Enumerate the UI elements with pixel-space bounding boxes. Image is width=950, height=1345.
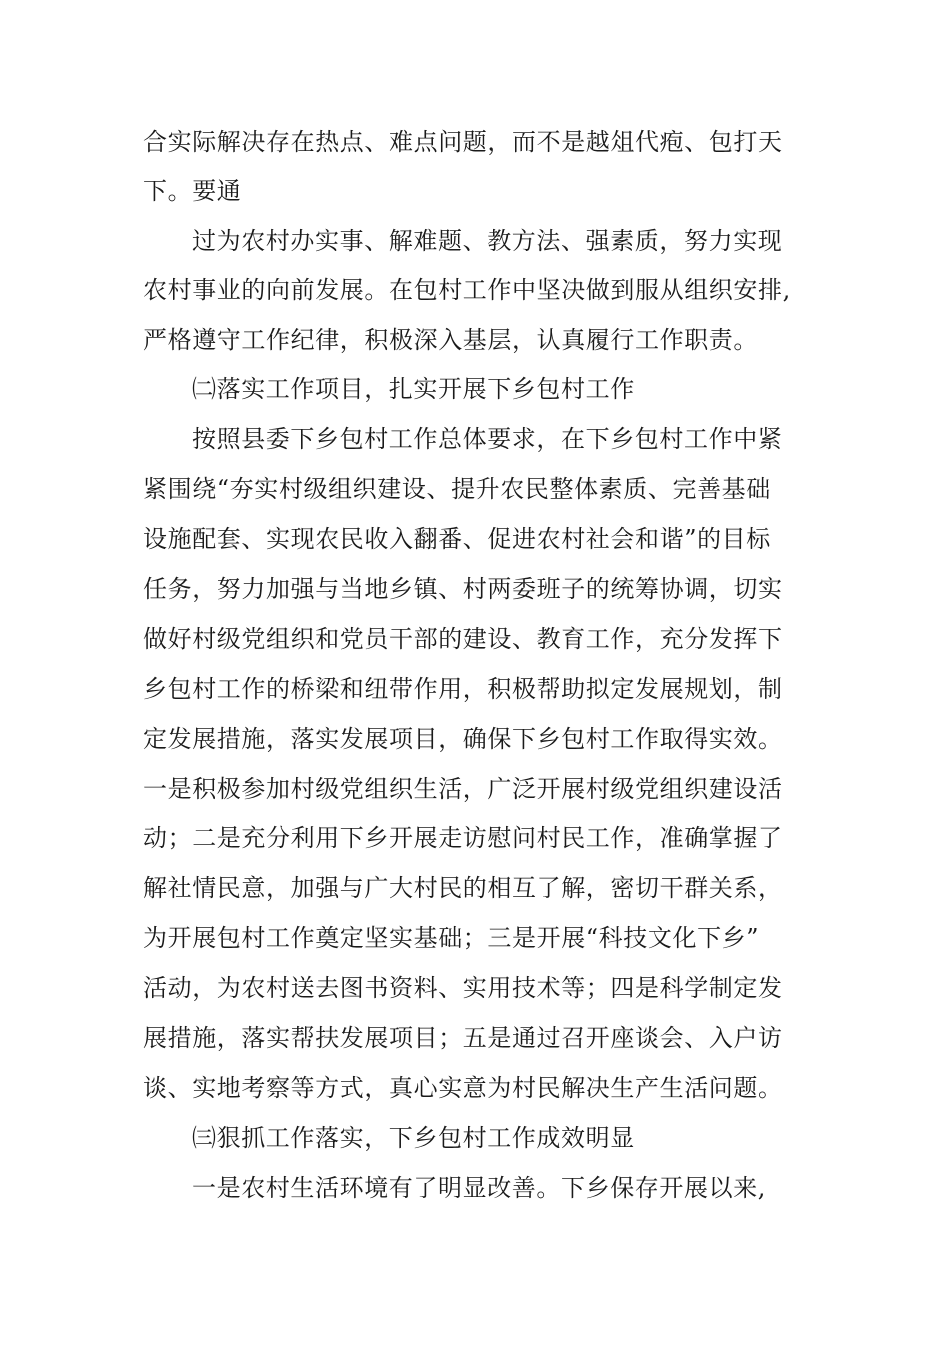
text-line: 紧围绕“夯实村级组织建设、提升农民整体素质、完善基础: [143, 475, 771, 503]
text-line: 合实际解决存在热点、难点问题，而不是越俎代疱、包打天: [143, 128, 783, 156]
text-line: 农村事业的向前发展。在包村工作中坚决做到服从组织安排,: [143, 276, 791, 304]
text-line: 一是积极参加村级党组织生活，广泛开展村级党组织建设活: [143, 775, 783, 803]
section-heading: ㈡落实工作项目，扎实开展下乡包村工作: [192, 375, 635, 403]
section-heading: ㈢狠抓工作落实，下乡包村工作成效明显: [192, 1124, 635, 1152]
text-line: 展措施，落实帮扶发展项目；五是通过召开座谈会、入户访: [143, 1024, 783, 1052]
text-line: 下。要通: [143, 177, 242, 205]
text-line: 活动，为农村送去图书资料、实用技术等；四是科学制定发: [143, 974, 783, 1002]
paragraph-start-line: 按照县委下乡包村工作总体要求，在下乡包村工作中紧: [192, 425, 783, 453]
text-line: 谈、实地考察等方式，真心实意为村民解决生产生活问题。: [143, 1074, 783, 1102]
text-line: 为开展包村工作奠定坚实基础；三是开展“科技文化下乡”: [143, 924, 760, 952]
paragraph-start-line: 过为农村办实事、解难题、教方法、强素质，努力实现: [192, 227, 783, 255]
paragraph-start-line: 一是农村生活环境有了明显改善。下乡保存开展以来,: [192, 1174, 767, 1202]
text-line: 严格遵守工作纪律，积极深入基层，认真履行工作职责。: [143, 326, 758, 354]
text-line: 做好村级党组织和党员干部的建设、教育工作，充分发挥下: [143, 625, 783, 653]
text-line: 动；二是充分利用下乡开展走访慰问村民工作，准确掌握了: [143, 824, 783, 852]
text-line: 任务，努力加强与当地乡镇、村两委班子的统筹协调，切实: [143, 575, 783, 603]
text-line: 解社情民意，加强与广大村民的相互了解，密切干群关系，: [143, 874, 783, 902]
text-line: 设施配套、实现农民收入翻番、促进农村社会和谐”的目标: [143, 525, 771, 553]
text-line: 定发展措施，落实发展项目，确保下乡包村工作取得实效。: [143, 725, 783, 753]
text-line: 乡包村工作的桥梁和纽带作用，积极帮助拟定发展规划，制: [143, 675, 783, 703]
